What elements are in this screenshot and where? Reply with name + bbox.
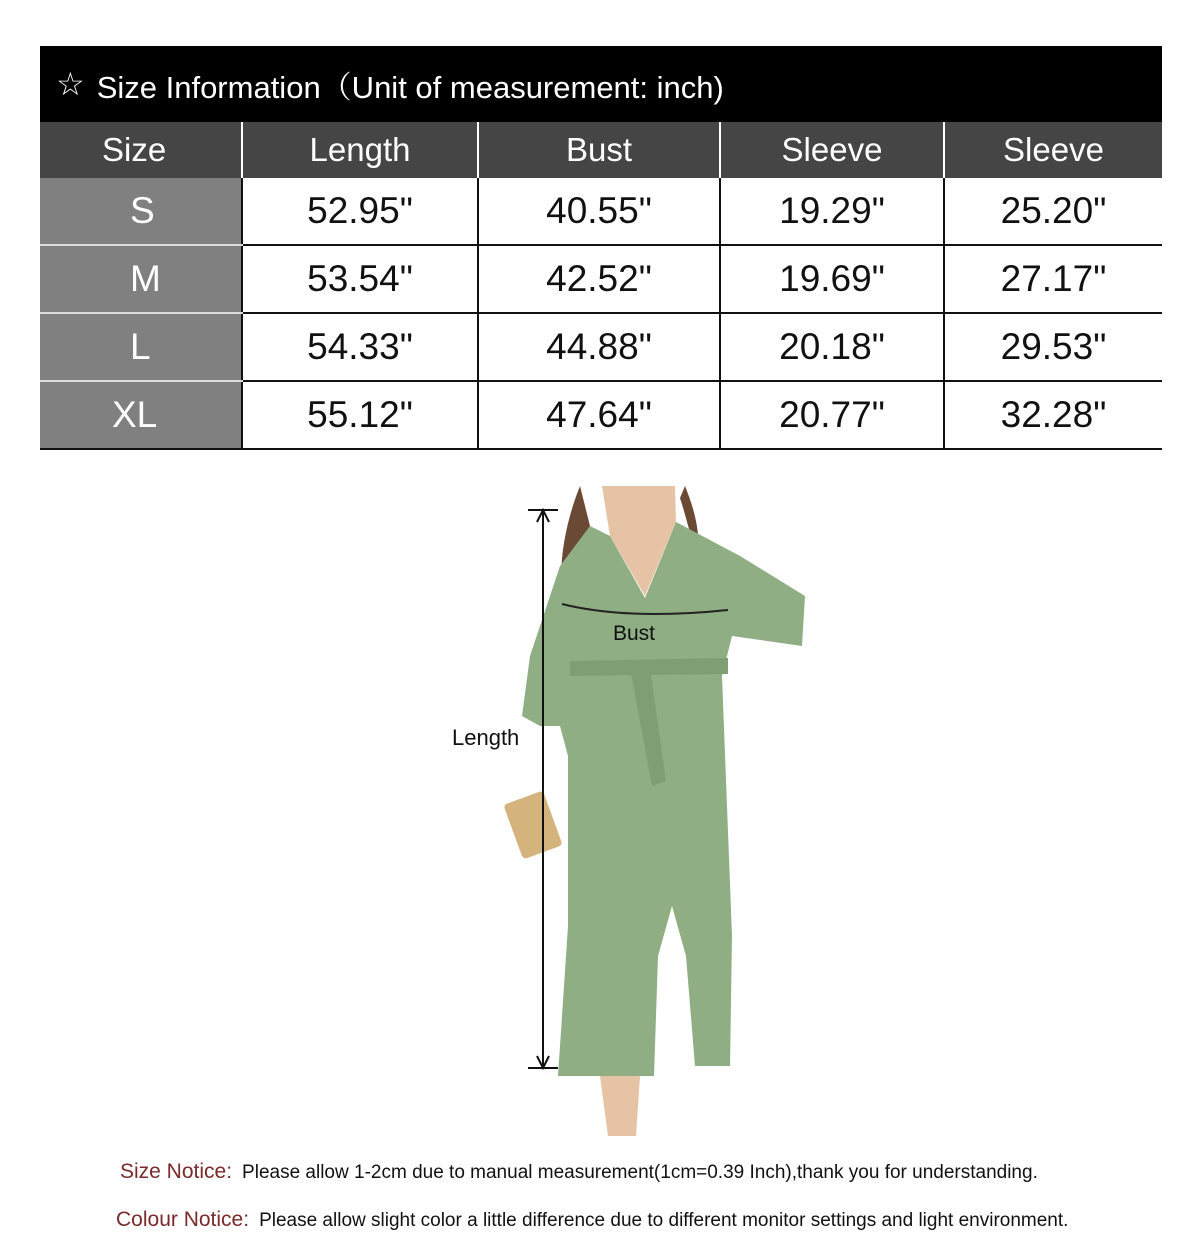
table-cell: 20.77" [720,381,944,449]
table-row [40,313,1162,381]
table-cell: 25.20" [944,178,1162,245]
bust-label: Bust [613,622,656,645]
table-cell: 19.69" [720,245,944,313]
table-cell: 44.88" [478,313,720,381]
size-cell: S [40,178,242,245]
length-label: Length [452,725,520,750]
colour-notice-label: Colour Notice: [116,1208,250,1231]
clutch-bag [503,791,562,860]
column-header: Sleeve [720,122,944,178]
table-cell: 53.54" [242,245,478,313]
size-notice-text: Please allow 1-2cm due to manual measurement(1cm=0.39 Inch),thank you for understanding. [242,1162,1038,1183]
table-cell: 54.33" [242,313,478,381]
table-header-row [40,122,1162,178]
table-cell: 32.28" [944,381,1162,449]
dress-illustration [440,486,840,1136]
table-cell: 55.12" [242,381,478,449]
table-row [40,381,1162,449]
table-row [40,245,1162,313]
table-cell: 19.29" [720,178,944,245]
table-cell: 52.95" [242,178,478,245]
size-notice [120,1160,1038,1184]
colour-notice [116,1208,1068,1232]
size-cell: M [40,245,242,313]
colour-notice-text: Please allow slight color a little difference due to different monitor settings and light environment. [259,1210,1069,1231]
table-cell: 47.64" [478,381,720,449]
model-figure [440,486,840,1136]
star-icon: ☆ [56,66,85,102]
table-cell: 42.52" [478,245,720,313]
size-notice-label: Size Notice: [120,1160,233,1183]
table-cell: 40.55" [478,178,720,245]
table-cell: 27.17" [944,245,1162,313]
column-header: Size [40,122,242,178]
column-header: Length [242,122,478,178]
size-cell: XL [40,381,242,449]
column-header: Sleeve [944,122,1162,178]
title-text: Size Information（Unit of measurement: inch) [96,69,724,105]
table-row [40,178,1162,245]
table-cell: 29.53" [944,313,1162,381]
table-cell: 20.18" [720,313,944,381]
size-table [40,122,1162,450]
title-bar [40,46,1162,122]
size-cell: L [40,313,242,381]
column-header: Bust [478,122,720,178]
leg-shape [600,1076,640,1136]
